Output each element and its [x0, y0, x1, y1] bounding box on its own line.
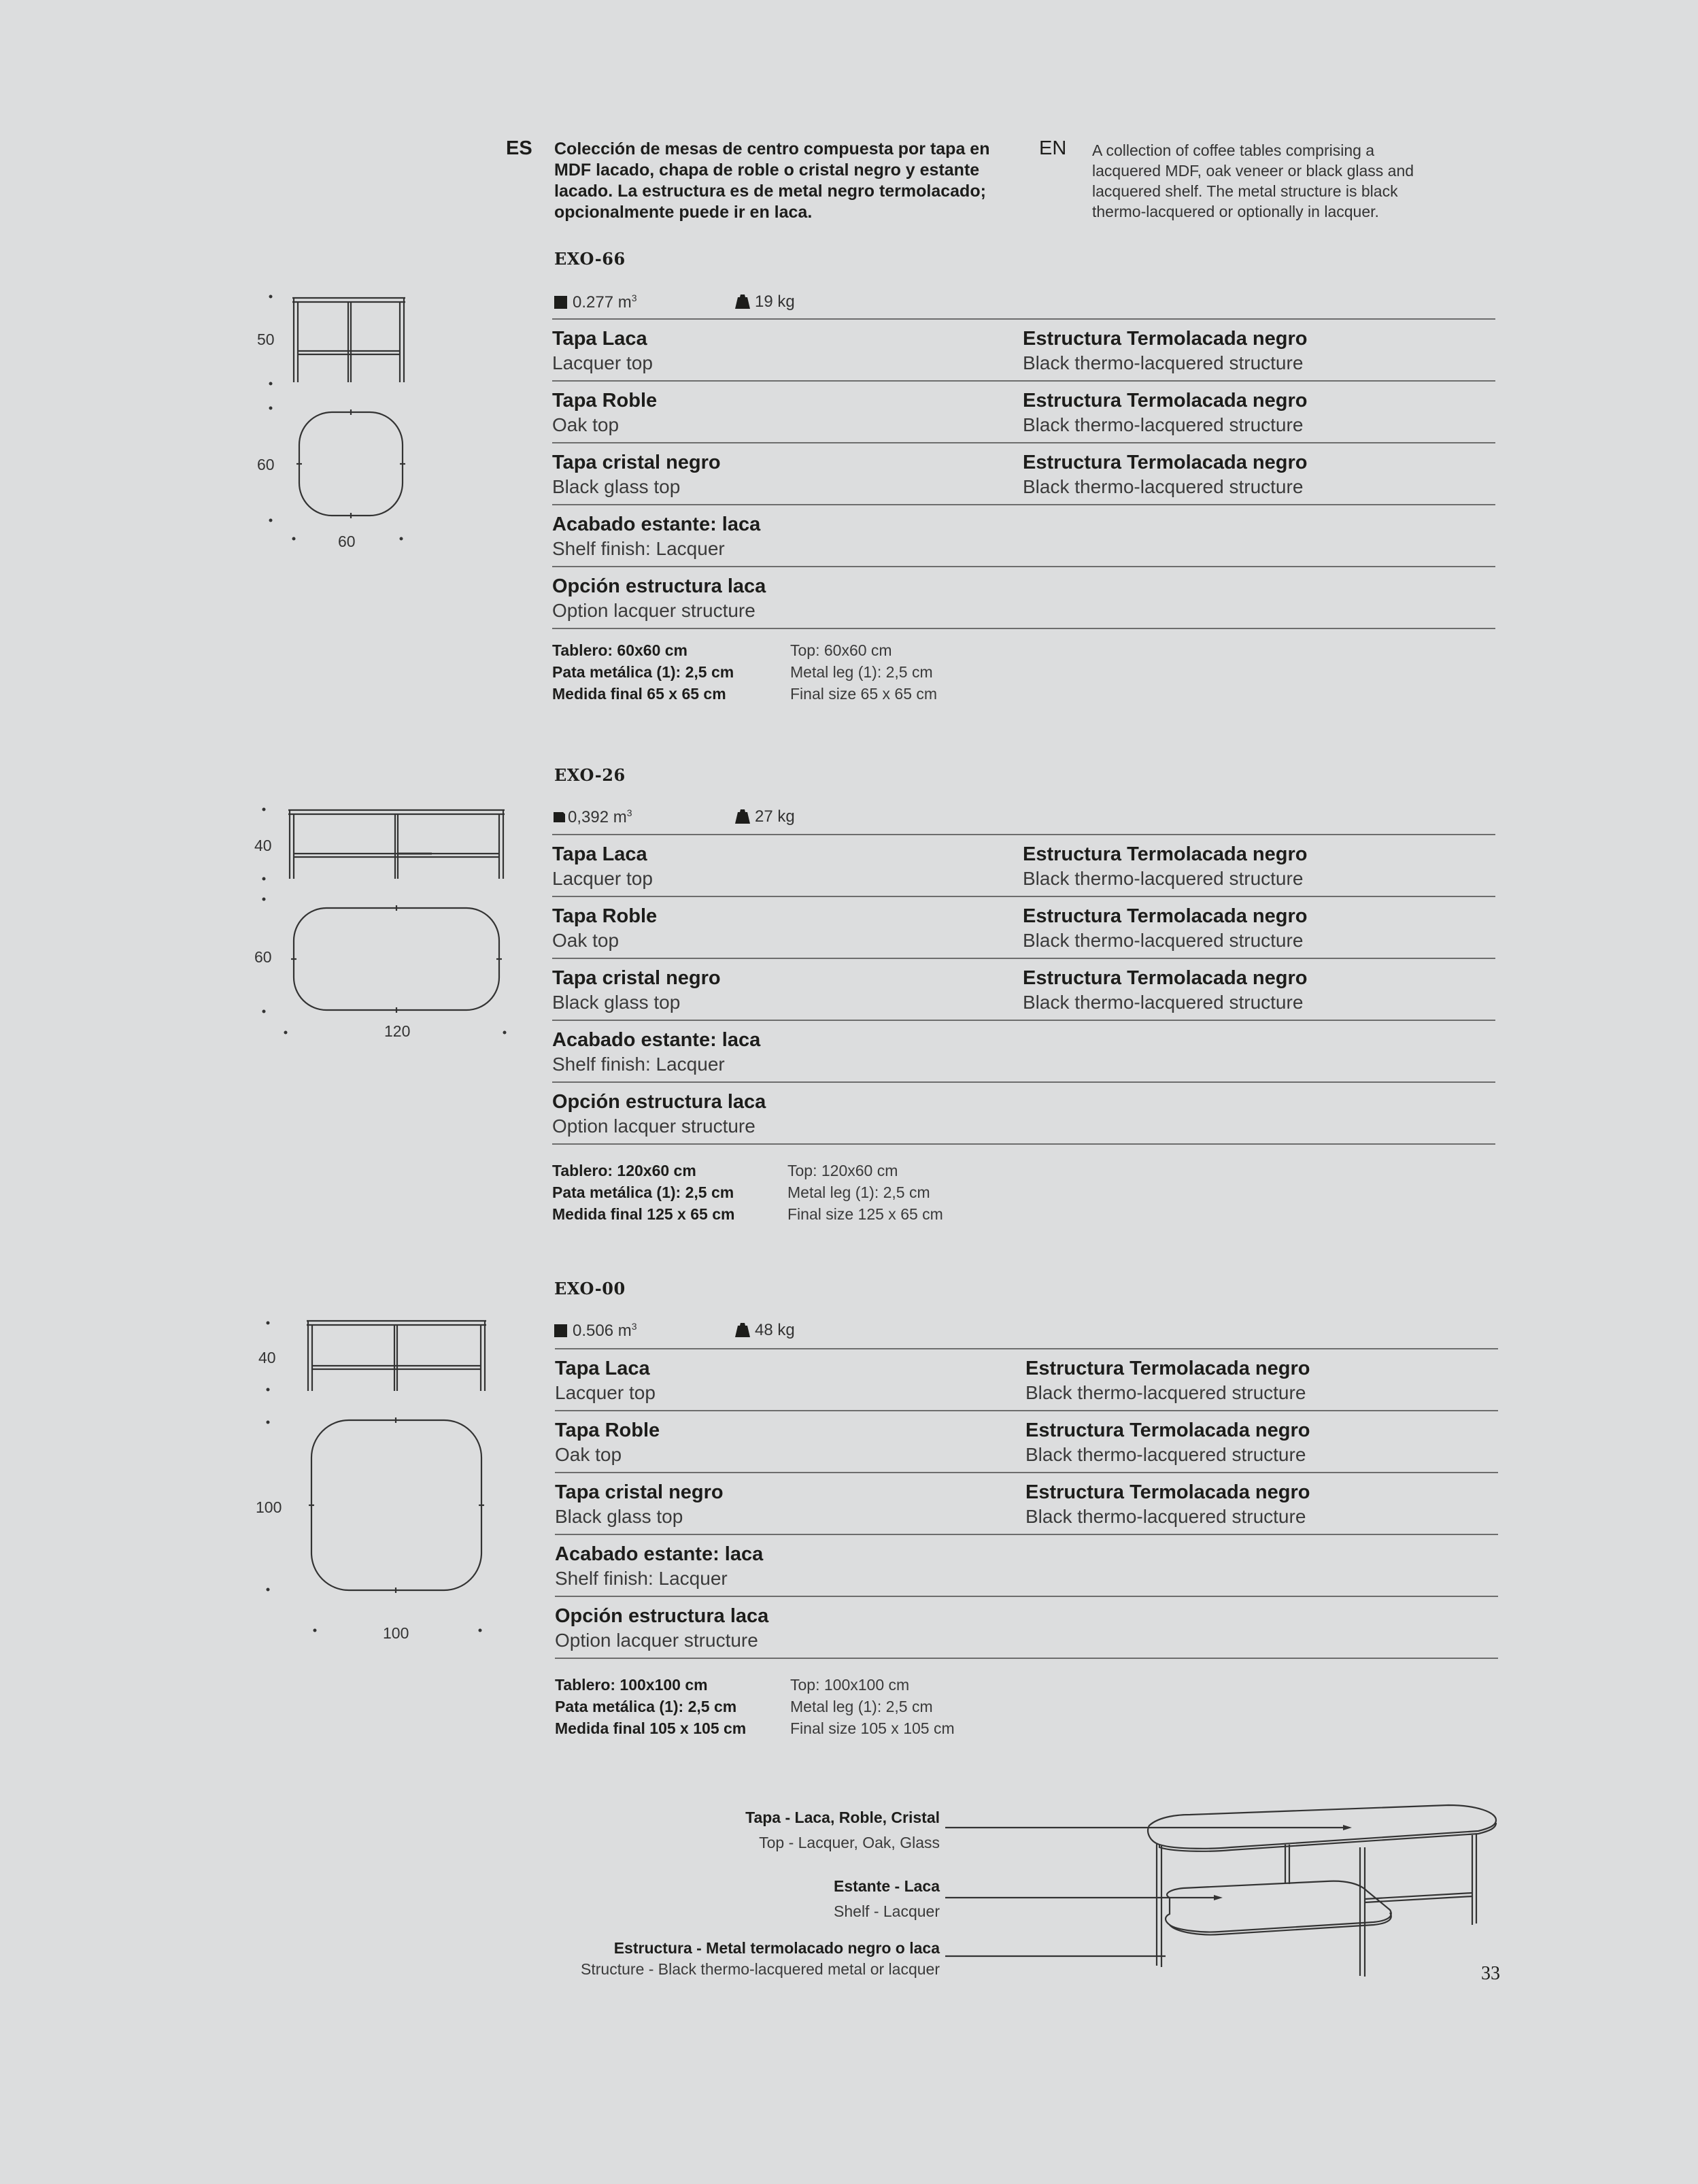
- intro-text-es: Colección de mesas de centro compuesta por tapa en MDF lacado, chapa de roble o cristal negro y estante lacado. La estructura es de metal negro termolacado; opcionalmente puede ir en laca.: [554, 139, 990, 222]
- table-row: Tapa Roble Oak top Estructura Termolacada negro Black thermo-lacquered structure: [552, 896, 1495, 958]
- table-row: Opción estructura laca Option lacquer structure: [552, 566, 1495, 629]
- intro-text-en: A collection of coffee tables comprising a lacquered MDF, oak veneer or black glass and lacquered shelf. The metal structure is black thermo-lacquered or optionally in lacquer.: [1092, 141, 1414, 220]
- weight: 48 kg: [734, 1321, 795, 1340]
- table-row: Tapa Roble Oak top Estructura Termolacada negro Black thermo-lacquered structure: [555, 1410, 1498, 1472]
- width-dimension: 100: [383, 1624, 409, 1642]
- technical-drawing: [258, 803, 517, 1041]
- callout-top: Tapa - Laca, Roble, Cristal Top - Lacquer, Oak, Glass: [745, 1809, 940, 1851]
- width-dimension: 60: [338, 533, 356, 550]
- cube-icon: [551, 809, 566, 824]
- table-row: Acabado estante: laca Shelf finish: Lacquer: [555, 1534, 1498, 1596]
- cube-icon: [554, 296, 567, 309]
- perspective-drawing: [945, 1796, 1510, 1979]
- height-dimension: 50: [257, 331, 275, 348]
- technical-drawing: [265, 286, 422, 558]
- table-row: Tapa Laca Lacquer top Estructura Termolacada negro Black thermo-lacquered structure: [555, 1348, 1498, 1410]
- weight-icon: [734, 1322, 751, 1337]
- product-code: EXO-26: [554, 765, 626, 785]
- depth-dimension: 60: [257, 456, 275, 473]
- product-code: EXO-00: [554, 1279, 626, 1298]
- weight: 27 kg: [734, 807, 795, 826]
- depth-dimension: 60: [254, 948, 272, 966]
- weight-icon: [734, 809, 751, 824]
- technical-drawing: [262, 1316, 500, 1643]
- finish-table: [552, 834, 1495, 1145]
- height-dimension: 40: [254, 837, 272, 854]
- volume: 0.506 $m^3$: [554, 1321, 637, 1341]
- table-row: Opción estructura laca Option lacquer structure: [555, 1596, 1498, 1659]
- table-row: Acabado estante: laca Shelf finish: Lacquer: [552, 504, 1495, 566]
- cube-icon: [554, 1324, 567, 1337]
- weight: 19 kg: [734, 292, 795, 312]
- product-code: EXO-66: [554, 249, 626, 269]
- height-dimension: 40: [258, 1349, 276, 1366]
- volume: 0.277 $m^3$: [554, 292, 637, 312]
- table-row: Tapa Roble Oak top Estructura Termolacada negro Black thermo-lacquered structure: [552, 380, 1495, 442]
- weight-icon: [734, 294, 751, 309]
- depth-dimension: 100: [256, 1498, 282, 1516]
- width-dimension: 120: [384, 1022, 411, 1040]
- lang-label-en: EN: [1039, 137, 1067, 159]
- table-row: Tapa cristal negro Black glass top Estructura Termolacada negro Black thermo-lacquered structure: [555, 1472, 1498, 1534]
- table-row: Tapa cristal negro Black glass top Estructura Termolacada negro Black thermo-lacquered structure: [552, 958, 1495, 1020]
- table-row: Acabado estante: laca Shelf finish: Lacquer: [552, 1020, 1495, 1081]
- finish-table: [555, 1348, 1498, 1659]
- callout-shelf: Estante - Laca Shelf - Lacquer: [834, 1877, 940, 1920]
- table-row: Tapa Laca Lacquer top Estructura Termolacada negro Black thermo-lacquered structure: [552, 834, 1495, 896]
- finish-table: [552, 318, 1495, 629]
- table-row: Tapa cristal negro Black glass top Estructura Termolacada negro Black thermo-lacquered structure: [552, 442, 1495, 504]
- page-number: 33: [1481, 1963, 1500, 1984]
- volume: 0,392 $m^3$: [551, 807, 632, 827]
- callout-structure: Estructura - Metal termolacado negro o laca Structure - Black thermo-lacquered metal or lacquer: [581, 1939, 940, 1978]
- table-row: Opción estructura laca Option lacquer structure: [552, 1081, 1495, 1145]
- lang-label-es: ES: [506, 137, 532, 159]
- table-row: Tapa Laca Lacquer top Estructura Termolacada negro Black thermo-lacquered structure: [552, 318, 1495, 380]
